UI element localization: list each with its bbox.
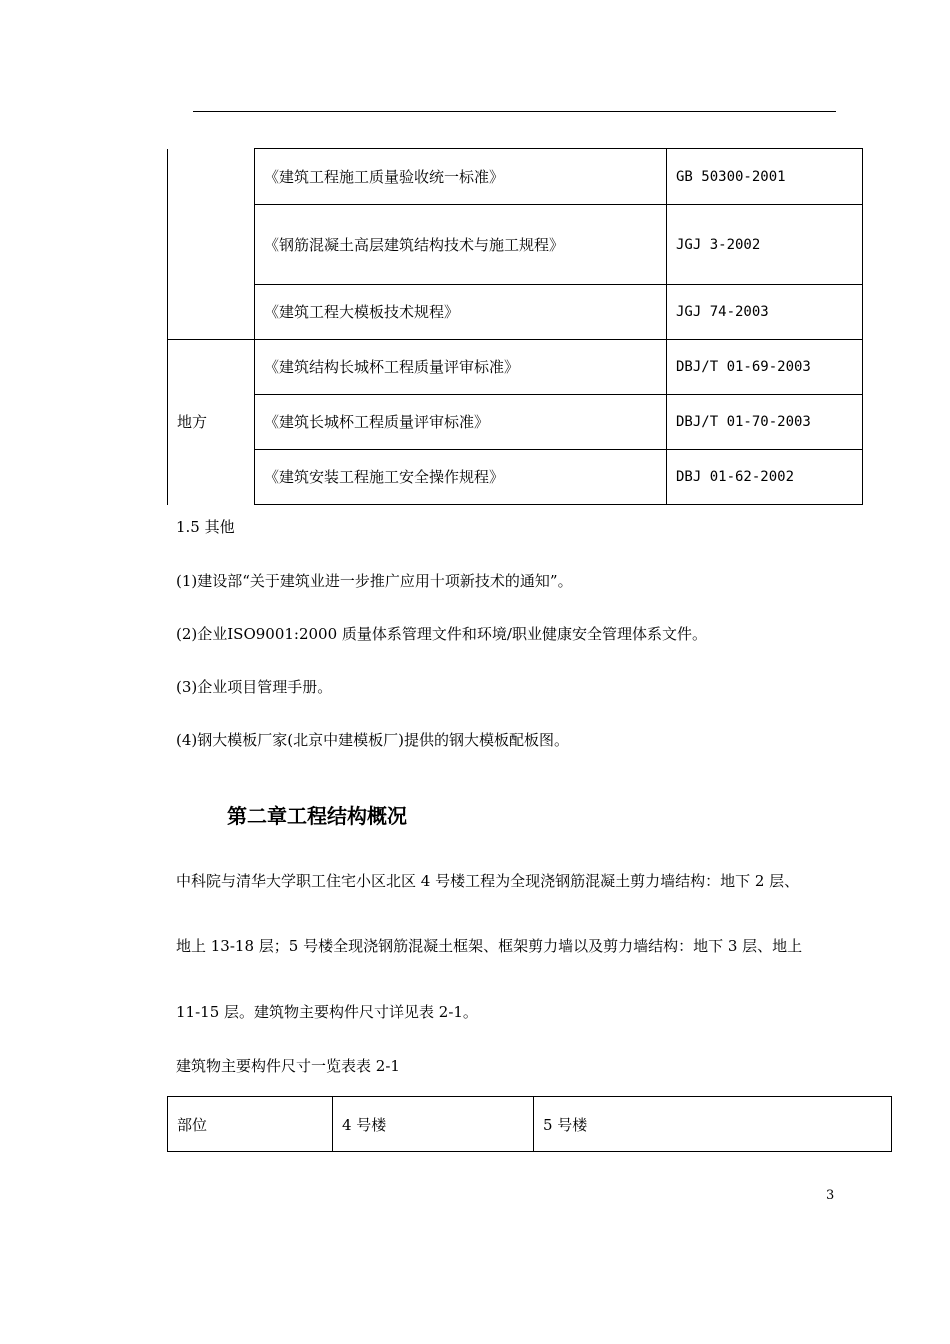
column-header: 部位 bbox=[168, 1097, 333, 1152]
table-header-row bbox=[168, 1097, 892, 1152]
category-cell bbox=[168, 285, 255, 340]
standard-name: 《建筑结构长城杯工程质量评审标准》 bbox=[255, 340, 667, 395]
list-item: (2)企业ISO9001:2000 质量体系管理文件和环境/职业健康安全管理体系文件。 bbox=[176, 625, 707, 643]
standard-name: 《钢筋混凝土高层建筑结构技术与施工规程》 bbox=[255, 205, 667, 285]
paragraph-line: 中科院与清华大学职工住宅小区北区 4 号楼工程为全现浇钢筋混凝土剪力墙结构：地下 2 层、 bbox=[176, 872, 800, 890]
table-row bbox=[168, 285, 863, 340]
standard-code: DBJ/T 01-69-2003 bbox=[667, 340, 863, 395]
category-cell bbox=[168, 149, 255, 205]
standard-name: 《建筑工程大模板技术规程》 bbox=[255, 285, 667, 340]
dimensions-table bbox=[167, 1096, 892, 1152]
page-number: 3 bbox=[826, 1188, 835, 1203]
table-row bbox=[168, 205, 863, 285]
table-row bbox=[168, 340, 863, 395]
category-cell-local: 地方 bbox=[168, 340, 255, 505]
list-item: (4)钢大模板厂家(北京中建模板厂)提供的钢大模板配板图。 bbox=[176, 731, 569, 749]
standard-code: JGJ 3-2002 bbox=[667, 205, 863, 285]
standard-name: 《建筑工程施工质量验收统一标准》 bbox=[255, 149, 667, 205]
table-row bbox=[168, 450, 863, 505]
table-caption: 建筑物主要构件尺寸一览表表 2-1 bbox=[176, 1057, 400, 1075]
standard-code: JGJ 74-2003 bbox=[667, 285, 863, 340]
standard-name: 《建筑安装工程施工安全操作规程》 bbox=[255, 450, 667, 505]
category-cell bbox=[168, 205, 255, 285]
standard-code: DBJ/T 01-70-2003 bbox=[667, 395, 863, 450]
standard-name: 《建筑长城杯工程质量评审标准》 bbox=[255, 395, 667, 450]
chapter-title: 第二章工程结构概况 bbox=[227, 804, 407, 828]
column-header: 4 号楼 bbox=[333, 1097, 534, 1152]
paragraph-line: 地上 13-18 层；5 号楼全现浇钢筋混凝土框架、框架剪力墙以及剪力墙结构：地下 3 层、地上 bbox=[176, 937, 803, 955]
standards-table bbox=[167, 148, 863, 505]
standard-code: DBJ 01-62-2002 bbox=[667, 450, 863, 505]
list-item: (3)企业项目管理手册。 bbox=[176, 678, 333, 696]
table-row bbox=[168, 149, 863, 205]
header-rule bbox=[193, 111, 836, 112]
table-row bbox=[168, 395, 863, 450]
paragraph-line: 11-15 层。建筑物主要构件尺寸详见表 2-1。 bbox=[176, 1003, 478, 1021]
section-1-5-heading: 1.5 其他 bbox=[176, 518, 235, 536]
column-header: 5 号楼 bbox=[534, 1097, 892, 1152]
list-item: (1)建设部“关于建筑业进一步推广应用十项新技术的通知”。 bbox=[176, 572, 573, 590]
standard-code: GB 50300-2001 bbox=[667, 149, 863, 205]
